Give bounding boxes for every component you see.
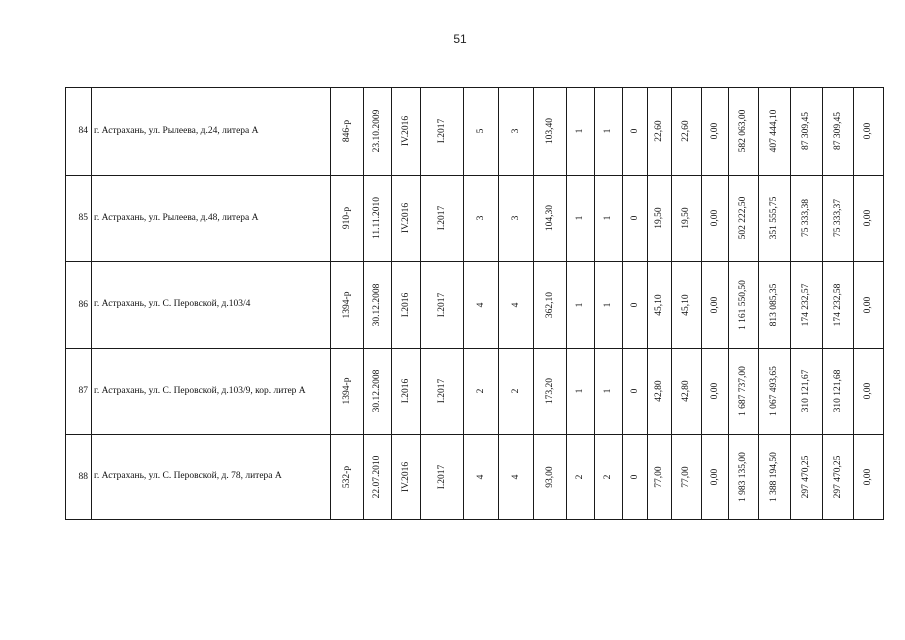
cell-value: 2 xyxy=(475,388,486,394)
cell-value: 1 xyxy=(575,215,585,221)
table-cell xyxy=(622,261,647,348)
table-cell xyxy=(853,348,883,434)
table-cell xyxy=(594,348,622,434)
cell-value: 87 309,45 xyxy=(801,112,811,150)
table-cell xyxy=(420,87,463,175)
table-cell xyxy=(671,87,701,175)
cell-value: 23.10.2009 xyxy=(372,109,382,153)
cell-value: 0,00 xyxy=(863,209,873,227)
table-cell xyxy=(822,434,853,519)
cell-value: 1 xyxy=(603,128,613,134)
cell-value: 3 xyxy=(510,128,521,134)
table-cell xyxy=(822,87,853,175)
cell-value: 30.12.2008 xyxy=(372,283,382,326)
cell-value: 0,00 xyxy=(709,382,720,400)
table-cell xyxy=(463,87,498,175)
cell-value: 1 161 550,50 xyxy=(738,279,748,330)
table-cell xyxy=(622,87,647,175)
cell-value: 11.11.2010 xyxy=(372,196,382,240)
cell-value: 310 121,68 xyxy=(832,369,843,413)
cell-value: 19,50 xyxy=(681,207,691,229)
row-number: 85 xyxy=(78,213,88,223)
table-cell xyxy=(363,348,391,434)
cell-value: 910-р xyxy=(341,206,352,230)
table-column-border xyxy=(883,87,884,519)
cell-value: 0,00 xyxy=(863,296,873,313)
table-cell xyxy=(533,348,566,434)
table-cell xyxy=(790,261,822,348)
cell-value: 502 222,50 xyxy=(738,196,748,240)
table-cell xyxy=(330,87,363,175)
cell-value: 75 333,38 xyxy=(801,199,811,237)
table-cell xyxy=(566,261,594,348)
cell-value: 4 xyxy=(475,302,486,307)
cell-value: 77,00 xyxy=(654,465,664,488)
table-cell xyxy=(790,87,822,175)
table-cell xyxy=(622,348,647,434)
cell-value: 0 xyxy=(629,215,640,221)
cell-value: 582 063,00 xyxy=(738,109,748,153)
cell-value: 75 333,37 xyxy=(832,199,843,237)
table-cell xyxy=(790,434,822,519)
table-cell xyxy=(420,348,463,434)
table-cell xyxy=(498,87,533,175)
cell-value: I.2016 xyxy=(400,378,411,404)
cell-value: IV.2016 xyxy=(400,202,411,234)
cell-value: I.2017 xyxy=(436,292,447,317)
table-cell xyxy=(594,261,622,348)
cell-value: 174 232,58 xyxy=(832,283,843,326)
cell-value: 297 470,25 xyxy=(832,455,843,498)
table-cell xyxy=(363,175,391,261)
cell-value: 0,00 xyxy=(709,209,720,227)
cell-value: 813 085,35 xyxy=(769,283,779,326)
cell-value: 174 232,57 xyxy=(801,283,811,326)
cell-value: 93,00 xyxy=(544,465,555,488)
cell-value: 0 xyxy=(629,388,640,394)
cell-value: 3 xyxy=(510,215,521,221)
cell-value: 5 xyxy=(475,128,486,134)
table-cell xyxy=(647,175,671,261)
table-cell xyxy=(671,175,701,261)
table-cell xyxy=(533,87,566,175)
table-cell xyxy=(853,87,883,175)
cell-value: 104,30 xyxy=(544,204,555,232)
cell-value: 407 444,10 xyxy=(769,109,779,153)
table-cell xyxy=(330,348,363,434)
table-cell xyxy=(701,175,728,261)
table-cell xyxy=(853,434,883,519)
table-cell xyxy=(498,261,533,348)
table-cell xyxy=(533,261,566,348)
table-cell xyxy=(671,348,701,434)
table-cell xyxy=(647,434,671,519)
table-cell xyxy=(728,261,758,348)
table-cell xyxy=(330,261,363,348)
table-cell xyxy=(853,261,883,348)
cell-value: 19,50 xyxy=(654,207,664,229)
cell-value: 42,80 xyxy=(681,380,691,402)
cell-value: I.2017 xyxy=(436,378,447,404)
table-cell xyxy=(728,348,758,434)
table-cell xyxy=(671,434,701,519)
cell-value: I.2017 xyxy=(436,118,447,144)
table-cell xyxy=(594,434,622,519)
table-cell xyxy=(790,175,822,261)
row-number: 87 xyxy=(78,386,88,396)
table-cell xyxy=(498,175,533,261)
cell-value: 0 xyxy=(629,302,640,307)
table-cell xyxy=(533,175,566,261)
cell-value: 42,80 xyxy=(654,380,664,402)
cell-value: 22.07.2010 xyxy=(372,455,382,498)
cell-value: 362,10 xyxy=(544,291,555,318)
cell-value: 0 xyxy=(629,474,640,479)
address-cell: г. Астрахань, ул. С. Перовской, д.103/4 xyxy=(94,299,251,309)
table-cell xyxy=(420,434,463,519)
table-cell xyxy=(671,261,701,348)
table-cell xyxy=(647,261,671,348)
table-cell xyxy=(391,87,420,175)
cell-value: 2 xyxy=(603,474,613,479)
cell-value: I.2017 xyxy=(436,464,447,489)
table-cell xyxy=(701,348,728,434)
cell-value: 22,60 xyxy=(654,120,664,142)
cell-value: 3 xyxy=(475,215,486,221)
table-cell xyxy=(758,261,790,348)
table-cell xyxy=(701,261,728,348)
address-cell: г. Астрахань, ул. Рылеева, д.48, литера А xyxy=(94,212,259,223)
table-cell xyxy=(391,434,420,519)
cell-value: 4 xyxy=(475,474,486,479)
cell-value: 0,00 xyxy=(709,468,720,485)
cell-value: 77,00 xyxy=(681,465,691,488)
table-cell xyxy=(463,434,498,519)
table-cell xyxy=(822,348,853,434)
table-cell xyxy=(391,348,420,434)
cell-value: 4 xyxy=(510,302,521,307)
table-cell xyxy=(758,434,790,519)
table-cell xyxy=(728,434,758,519)
cell-value: 532-р xyxy=(341,465,352,488)
table-cell xyxy=(533,434,566,519)
cell-value: 1 xyxy=(575,388,585,394)
table-cell xyxy=(363,261,391,348)
cell-value: I.2016 xyxy=(400,292,411,317)
table-cell xyxy=(701,434,728,519)
cell-value: 87 309,45 xyxy=(832,112,843,150)
row-number: 88 xyxy=(78,471,88,482)
table-cell xyxy=(420,175,463,261)
cell-value: 1394-р xyxy=(341,291,352,318)
table-cell xyxy=(622,175,647,261)
cell-value: 0,00 xyxy=(863,382,873,400)
table-cell xyxy=(498,348,533,434)
cell-value: 30.12.2008 xyxy=(372,369,382,413)
cell-value: 0 xyxy=(629,128,640,134)
address-cell: г. Астрахань, ул. Рылеева, д.24, литера А xyxy=(94,125,259,136)
table-cell xyxy=(758,175,790,261)
table-cell xyxy=(758,87,790,175)
address-cell: г. Астрахань, ул. С. Перовской, д.103/9, кор. литер А xyxy=(94,385,306,396)
table-cell xyxy=(758,348,790,434)
table-cell xyxy=(822,175,853,261)
cell-value: 4 xyxy=(510,474,521,479)
cell-value: 1 xyxy=(603,302,613,307)
table-cell xyxy=(701,87,728,175)
cell-value: 2 xyxy=(510,388,521,394)
table-cell xyxy=(463,348,498,434)
cell-value: 1 983 135,00 xyxy=(738,451,748,502)
table-cell xyxy=(330,175,363,261)
table-cell xyxy=(647,348,671,434)
cell-value: 1 xyxy=(575,128,585,134)
cell-value: 0,00 xyxy=(709,296,720,313)
table-cell xyxy=(566,348,594,434)
table-cell xyxy=(463,261,498,348)
table-cell xyxy=(853,175,883,261)
cell-value: IV.2016 xyxy=(400,115,411,147)
table-cell xyxy=(391,261,420,348)
table-cell xyxy=(463,175,498,261)
cell-value: 1 xyxy=(575,302,585,307)
cell-value: 173,20 xyxy=(544,377,555,405)
table-cell xyxy=(420,261,463,348)
table-cell xyxy=(790,348,822,434)
table-cell xyxy=(594,175,622,261)
cell-value: I.2017 xyxy=(436,205,447,231)
cell-value: 310 121,67 xyxy=(801,369,811,413)
cell-value: 0,00 xyxy=(709,122,720,140)
cell-value: 351 555,75 xyxy=(769,196,779,240)
cell-value: 846-р xyxy=(341,119,352,143)
table-cell xyxy=(391,175,420,261)
cell-value: 45,10 xyxy=(654,293,664,316)
table-cell xyxy=(363,87,391,175)
table-cell xyxy=(594,87,622,175)
table-cell xyxy=(566,434,594,519)
page-number: 51 xyxy=(453,32,467,46)
cell-value: 103,40 xyxy=(544,117,555,145)
row-number: 86 xyxy=(78,299,88,310)
address-cell: г. Астрахань, ул. С. Перовской, д. 78, литера А xyxy=(94,471,282,481)
cell-value: 297 470,25 xyxy=(801,455,811,498)
table-cell xyxy=(330,434,363,519)
cell-value: 0,00 xyxy=(863,468,873,485)
table-cell xyxy=(566,175,594,261)
table-cell xyxy=(728,87,758,175)
cell-value: 0,00 xyxy=(863,122,873,140)
row-number: 84 xyxy=(78,126,88,136)
cell-value: 1 388 194,50 xyxy=(769,451,779,502)
table-cell xyxy=(728,175,758,261)
table-cell xyxy=(822,261,853,348)
cell-value: 1 067 493,65 xyxy=(769,366,779,416)
table-cell xyxy=(498,434,533,519)
cell-value: 22,60 xyxy=(681,120,691,142)
table-cell xyxy=(622,434,647,519)
table-cell xyxy=(363,434,391,519)
cell-value: 1394-р xyxy=(341,377,352,405)
cell-value: IV.2016 xyxy=(400,461,411,492)
cell-value: 1 xyxy=(603,215,613,221)
cell-value: 1 687 737,00 xyxy=(738,366,748,416)
cell-value: 45,10 xyxy=(681,293,691,316)
table-cell xyxy=(647,87,671,175)
table-cell xyxy=(566,87,594,175)
cell-value: 2 xyxy=(575,474,585,479)
cell-value: 1 xyxy=(603,388,613,394)
table-row-border xyxy=(65,519,884,520)
